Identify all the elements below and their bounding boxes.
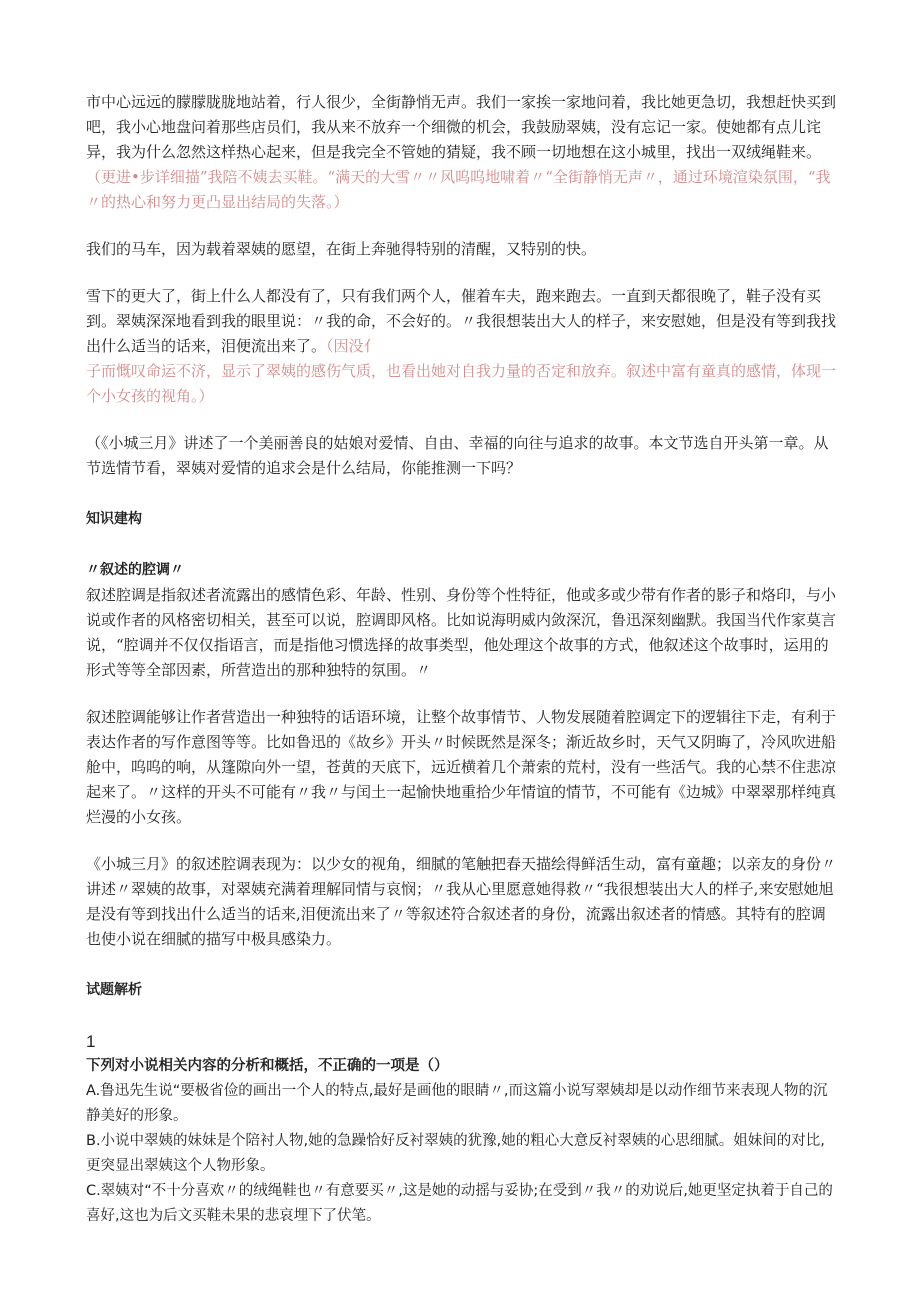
paragraph-summary-question: （《小城三月》讲述了一个美丽善良的姑娘对爱情、自由、幸福的向往与追求的故事。本文节选自开头第一章。从节选情节看，翠姨对爱情的追求会是什么结局，你能推测一下吗？ [86,434,829,477]
option-c: C.翠姨对“不十分喜欢〃的绒绳鞋也〃有意要买〃,这是她的动摇与妥协;在受到〃我〃的劝说后,她更坚定执着于自己的喜好,这也为后文买鞋未果的悲哀埋下了伏笔。 [86,1183,833,1224]
paragraph-snow-street [86,90,838,215]
paragraph-tone-function: 叙述腔调能够让作者营造出一种独特的话语环境，让整个故事情节、人物发展随着腔调定下的逻辑往下走，有利于表达作者的写作意图等等。比如鲁迅的《故乡》开头〃时候既然是深冬；渐近故乡时，天气又阴晦了，冷风吹进船舱中，呜呜的响，从篷隙向外一望，苍黄的天底下，远近横着几个萧索的荒村，没有一些活气。我的心禁不住悲凉起来了。〃这样的开头不可能有〃我〃与闰土一起愉快地重拾少年情谊的情节，不可能有《边城》中翠翠那样纯真烂漫的小女孩。 [86,708,837,826]
paragraph-carriage: 我们的马车，因为载着翠姨的愿望，在街上奔驰得特别的清醒，又特别的快。 [86,240,597,258]
paragraph-no-shoes [86,284,838,359]
annotation-note: （更进•步详细描”我陪不姨去买鞋。“满天的大雪〃〃风呜呜地啸着〃“全街静悄无声〃，通过环境渲染氛围，“我〃的热心和努力更凸显出结局的失落。） [86,168,831,211]
subheading-narrative-tone: 〃叙述的腔调〃 [86,562,184,578]
paragraph-tone-definition: 叙述腔调是指叙述者流露出的感情色彩、年龄、性别、身份等个性特征，他或多或少带有作者的影子和烙印，与小说或作者的风格密切相关，甚至可以说，腔调即风格。比如说海明威内敛深沉，鲁迅深刻幽默。我国当代作家莫言说，“腔调并不仅仅指语言，而是指他习惯选择的故事类型，他处理这个故事的方式，他叙述这个故事时，运用的形式等等全部因素，所营造出的那种独特的氛围。〃 [86,586,837,679]
question-number: 1 [86,1032,96,1051]
section-heading-knowledge: 知识建构 [86,511,142,527]
paragraph-text: 市中心远远的朦朦胧胧地站着，行人很少，全街静悄无声。我们一家挨一家地问着，我比她更急切，我想赶快买到吧，我小心地盘问着那些店员们，我从来不放弃一个细微的机会，我鼓励翠姨，没有忘记一家。使她都有点儿诧异，我为什么忽然这样热心起来，但是我完全不管她的猜疑，我不顾一切地想在这小城里，找出一双绒绳鞋来。 [86,93,837,161]
annotation-note-continued: 子而慨叹命运不济，显示了翠姨的感伤气质，也看出她对自我力量的否定和放弃。叙述中富有童真的感情，体现一个小女孩的视角。） [86,362,837,405]
document-page [86,90,838,1229]
option-a: A.鲁迅先生说“要极省俭的画出一个人的特点,最好是画他的眼睛〃,而这篇小说写翠姨却是以动作细节来表现人物的沉静美好的形象。 [86,1083,828,1124]
paragraph-tone-example: 《小城三月》的叙述腔调表现为：以少女的视角，细腻的笔触把春天描绘得鲜活生动，富有童趣；以亲友的身份〃讲述〃翠姨的故事，对翠姨充满着理解同情与哀悯；〃我从心里愿意她得救〃“我很想装出大人的样子,来安慰她旭是没有等到找出什么适当的话来,泪便流出来了〃等叙述符合叙述者的身份，流露出叙述者的情感。其特有的腔调也使小说在细腻的描写中极具感染力。 [86,855,837,948]
question-stem: 下列对小说相关内容的分析和概括，不正确的一项是（） [86,1058,449,1074]
section-heading-exam: 试题解析 [86,982,142,998]
paragraph-text: 雪下的更大了，街上什么人都没有了，只有我们两个人，催着车夫，跑来跑去。一直到天都很晚了，鞋子没有买到。翠姨深深地看到我的眼里说：〃我的命，不会好的。〃我很想装出大人的样子，来安慰她，但是没有等到我找出什么适当的话来，泪便流出来了。 [86,287,837,355]
annotation-note-start: （因没亻 [326,337,379,355]
option-b: B.小说中翠姨的妹妹是个陪衬人物,她的急躁恰好反衬翠姨的犹豫,她的粗心大意反衬翠姨的心思细腻。姐妹间的对比,更突显出翠姨这个人物形象。 [86,1133,825,1174]
